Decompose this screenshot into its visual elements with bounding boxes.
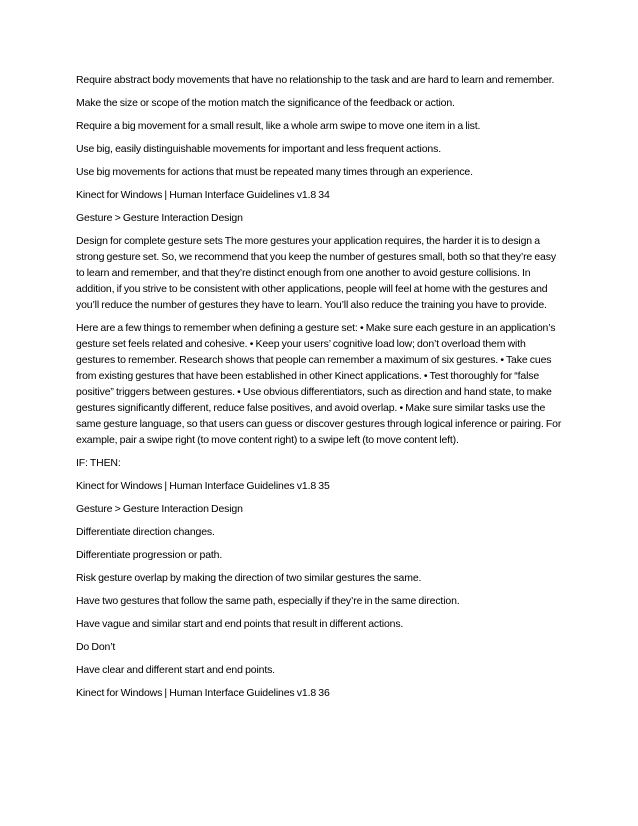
paragraph-vague-start-end: Have vague and similar start and end points that result in different actions. [76, 618, 404, 630]
paragraph-do-dont: Do Don’t [76, 641, 116, 653]
section-breadcrumb: Gesture > Gesture Interaction Design [76, 503, 243, 515]
paragraph-progression-path: Differentiate progression or path. [76, 549, 223, 561]
paragraph-risk-overlap: Risk gesture overlap by making the direction of two similar gestures the same. [76, 572, 422, 584]
page-footer-36: Kinect for Windows | Human Interface Guidelines v1.8 36 [76, 687, 330, 699]
section-breadcrumb: Gesture > Gesture Interaction Design [76, 212, 243, 224]
paragraph-clear-start-end: Have clear and different start and end points. [76, 664, 275, 676]
paragraph-gesture-set-tips: Here are a few things to remember when defining a gesture set: • Make sure each gesture in an application’s gesture set feels related and cohesive. • Keep your users’ cognitive load low; don’t overload them with gestures to remember. Research shows that people can remember a maximum of six gestures. • Take cues from existing gestures that have been established in other Kinect applications. • Test thoroughly for “false positive” triggers between gestures. • Use obvious differentiators, such as direction and hand state, to make gestures significantly different, reduce false positives, and avoid overlap. • Make sure similar tasks use the same gesture language, so that users can guess or discover gestures through logical inference or pairing. For example, pair a swipe right (to move content right) to a swipe left (to move content left). [76, 322, 562, 446]
paragraph-distinguishable-movements: Use big, easily distinguishable movements for important and less frequent actions. [76, 143, 441, 155]
paragraph-repeated-actions: Use big movements for actions that must be repeated many times through an experience. [76, 166, 473, 178]
page-footer-34: Kinect for Windows | Human Interface Guidelines v1.8 34 [76, 189, 330, 201]
paragraph-same-path: Have two gestures that follow the same path, especially if they’re in the same direction. [76, 595, 460, 607]
paragraph-abstract-movements: Require abstract body movements that have no relationship to the task and are hard to learn and remember. [76, 74, 555, 86]
page-footer-35: Kinect for Windows | Human Interface Guidelines v1.8 35 [76, 480, 330, 492]
paragraph-complete-gesture-sets: Design for complete gesture sets The more gestures your application requires, the harder it is to design a strong gesture set. So, we recommend that you keep the number of gestures small, both so that they’re easy to learn and remember, and that they’re distinct enough from one another to avoid gesture collisions. In addition, if you strive to be consistent with other applications, people will feel at home with the gestures and you’ll reduce the number of gestures they have to learn. You’ll also reduce the training you have to provide. [76, 235, 556, 311]
paragraph-if-then: IF: THEN: [76, 457, 121, 469]
paragraph-direction-changes: Differentiate direction changes. [76, 526, 215, 538]
paragraph-size-scope: Make the size or scope of the motion match the significance of the feedback or action. [76, 97, 455, 109]
document-page [76, 72, 562, 708]
paragraph-big-movement-small-result: Require a big movement for a small result, like a whole arm swipe to move one item in a list. [76, 120, 481, 132]
